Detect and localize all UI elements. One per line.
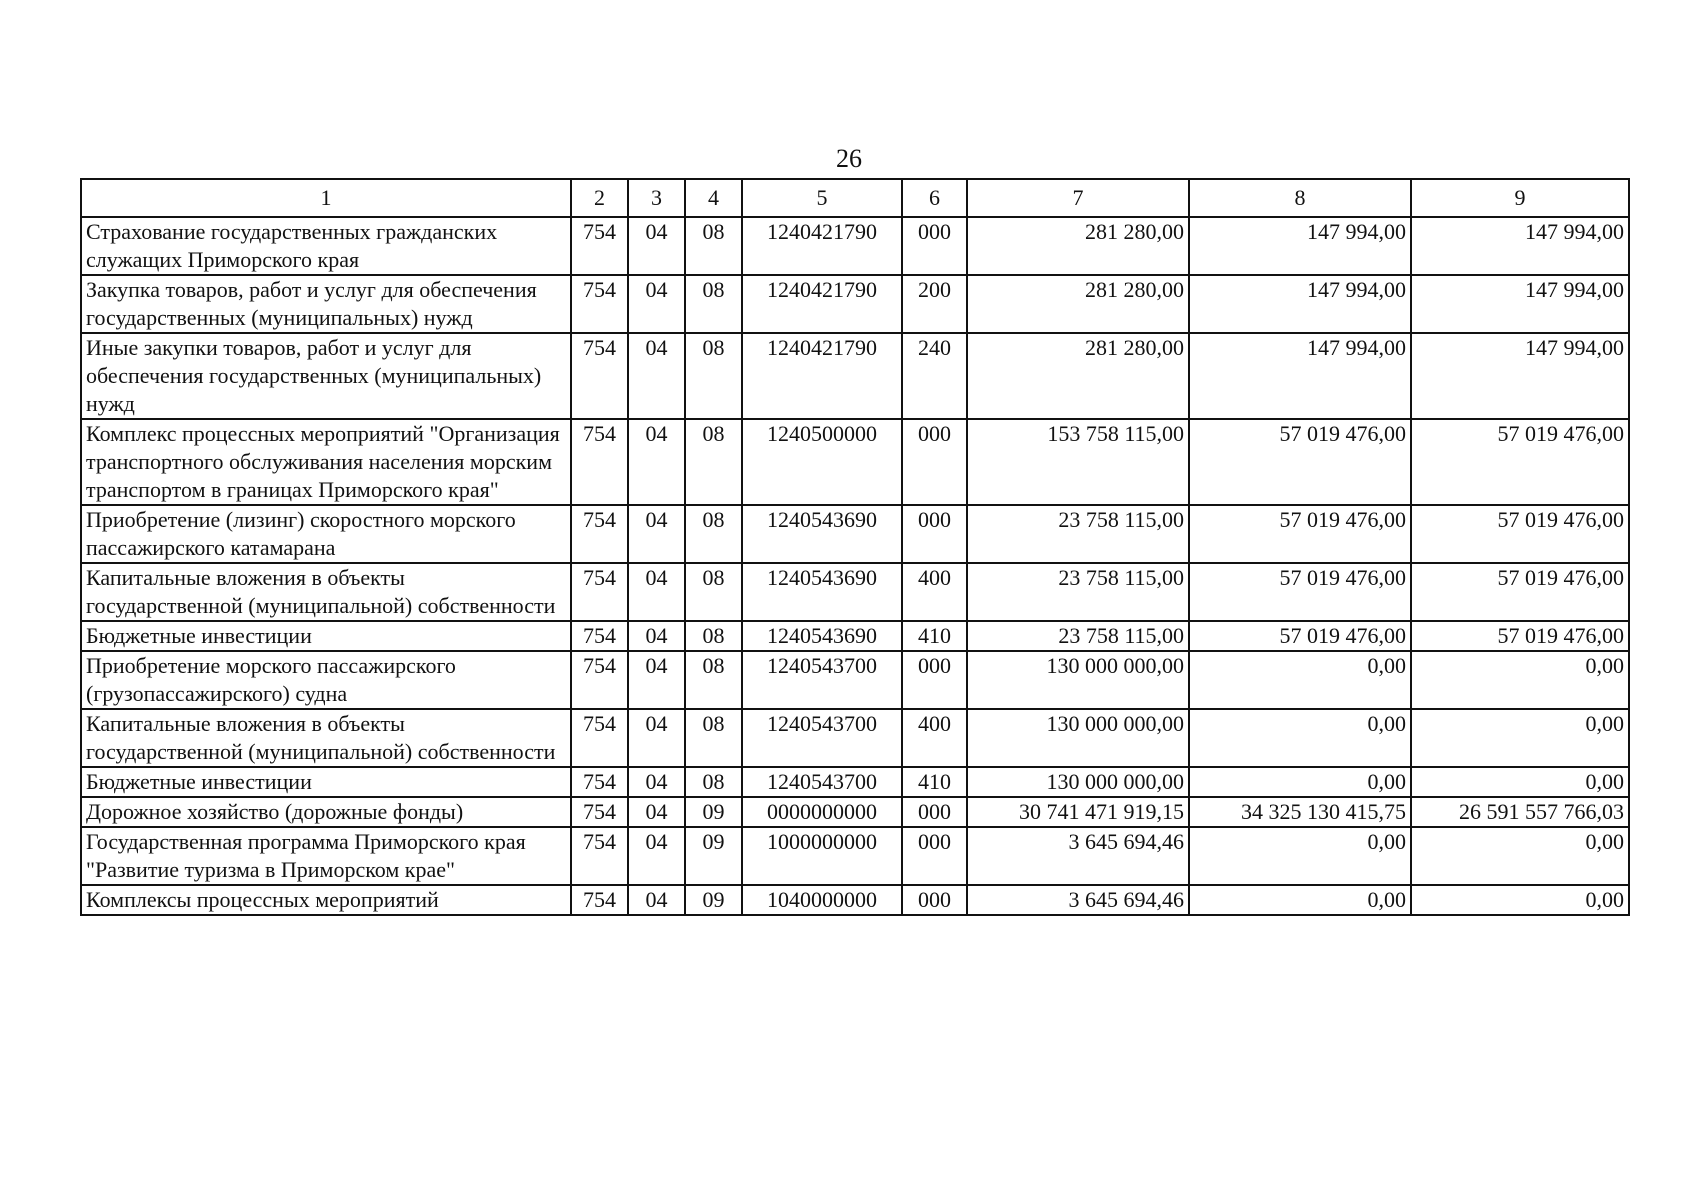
amount-cell: 34 325 130 415,75: [1189, 797, 1411, 827]
row-name-cell: Дорожное хозяйство (дорожные фонды): [81, 797, 571, 827]
code-cell: 754: [571, 333, 628, 419]
code-cell: 000: [902, 827, 967, 885]
code-cell: 754: [571, 217, 628, 275]
code-cell: 1240543690: [742, 621, 902, 651]
amount-cell: 57 019 476,00: [1411, 419, 1629, 505]
table-row: [81, 563, 1629, 621]
table-row: [81, 767, 1629, 797]
table-header-row: [81, 179, 1629, 217]
column-header: 5: [742, 179, 902, 217]
table-row: [81, 797, 1629, 827]
amount-cell: 0,00: [1189, 767, 1411, 797]
code-cell: 08: [685, 767, 742, 797]
budget-table: [80, 178, 1630, 916]
code-cell: 1240543700: [742, 651, 902, 709]
column-header: 1: [81, 179, 571, 217]
row-name-cell: Государственная программа Приморского края "Развитие туризма в Приморском крае": [81, 827, 571, 885]
code-cell: 08: [685, 275, 742, 333]
code-cell: 08: [685, 709, 742, 767]
code-cell: 04: [628, 767, 685, 797]
table-row: [81, 419, 1629, 505]
amount-cell: 281 280,00: [967, 275, 1189, 333]
amount-cell: 281 280,00: [967, 217, 1189, 275]
amount-cell: 57 019 476,00: [1189, 621, 1411, 651]
table-row: [81, 885, 1629, 915]
code-cell: 09: [685, 797, 742, 827]
code-cell: 08: [685, 563, 742, 621]
code-cell: 04: [628, 797, 685, 827]
amount-cell: 0,00: [1411, 827, 1629, 885]
amount-cell: 147 994,00: [1189, 333, 1411, 419]
code-cell: 1000000000: [742, 827, 902, 885]
code-cell: 754: [571, 797, 628, 827]
code-cell: 200: [902, 275, 967, 333]
row-name-cell: Комплекс процессных мероприятий "Организация транспортного обслуживания населения морским транспортом в границах Приморского края": [81, 419, 571, 505]
amount-cell: 0,00: [1189, 651, 1411, 709]
code-cell: 240: [902, 333, 967, 419]
code-cell: 410: [902, 767, 967, 797]
table-row: [81, 217, 1629, 275]
amount-cell: 57 019 476,00: [1411, 505, 1629, 563]
code-cell: 400: [902, 709, 967, 767]
code-cell: 1240543690: [742, 563, 902, 621]
amount-cell: 57 019 476,00: [1189, 419, 1411, 505]
code-cell: 0000000000: [742, 797, 902, 827]
amount-cell: 130 000 000,00: [967, 651, 1189, 709]
code-cell: 1040000000: [742, 885, 902, 915]
row-name-cell: Приобретение (лизинг) скоростного морского пассажирского катамарана: [81, 505, 571, 563]
row-name-cell: Бюджетные инвестиции: [81, 767, 571, 797]
table-row: [81, 709, 1629, 767]
amount-cell: 147 994,00: [1411, 333, 1629, 419]
amount-cell: 147 994,00: [1411, 217, 1629, 275]
amount-cell: 281 280,00: [967, 333, 1189, 419]
column-header: 7: [967, 179, 1189, 217]
table-body: [81, 217, 1629, 915]
amount-cell: 0,00: [1411, 709, 1629, 767]
column-header: 4: [685, 179, 742, 217]
code-cell: 04: [628, 217, 685, 275]
amount-cell: 0,00: [1411, 651, 1629, 709]
code-cell: 000: [902, 651, 967, 709]
column-header: 2: [571, 179, 628, 217]
row-name-cell: Капитальные вложения в объекты государственной (муниципальной) собственности: [81, 709, 571, 767]
code-cell: 04: [628, 275, 685, 333]
column-header: 9: [1411, 179, 1629, 217]
column-header: 3: [628, 179, 685, 217]
code-cell: 1240543690: [742, 505, 902, 563]
code-cell: 754: [571, 709, 628, 767]
table-row: [81, 651, 1629, 709]
code-cell: 04: [628, 333, 685, 419]
code-cell: 754: [571, 275, 628, 333]
row-name-cell: Закупка товаров, работ и услуг для обеспечения государственных (муниципальных) нужд: [81, 275, 571, 333]
code-cell: 000: [902, 217, 967, 275]
row-name-cell: Комплексы процессных мероприятий: [81, 885, 571, 915]
code-cell: 1240421790: [742, 333, 902, 419]
code-cell: 04: [628, 651, 685, 709]
table-row: [81, 621, 1629, 651]
code-cell: 000: [902, 797, 967, 827]
code-cell: 410: [902, 621, 967, 651]
amount-cell: 57 019 476,00: [1189, 505, 1411, 563]
amount-cell: 23 758 115,00: [967, 505, 1189, 563]
code-cell: 754: [571, 621, 628, 651]
amount-cell: 57 019 476,00: [1411, 563, 1629, 621]
code-cell: 1240543700: [742, 767, 902, 797]
code-cell: 1240421790: [742, 217, 902, 275]
code-cell: 08: [685, 505, 742, 563]
amount-cell: 0,00: [1411, 767, 1629, 797]
amount-cell: 0,00: [1189, 709, 1411, 767]
amount-cell: 30 741 471 919,15: [967, 797, 1189, 827]
code-cell: 754: [571, 651, 628, 709]
table-row: [81, 505, 1629, 563]
amount-cell: 147 994,00: [1189, 275, 1411, 333]
code-cell: 08: [685, 333, 742, 419]
table-row: [81, 827, 1629, 885]
code-cell: 754: [571, 827, 628, 885]
code-cell: 04: [628, 709, 685, 767]
column-header: 6: [902, 179, 967, 217]
row-name-cell: Бюджетные инвестиции: [81, 621, 571, 651]
code-cell: 754: [571, 563, 628, 621]
code-cell: 400: [902, 563, 967, 621]
amount-cell: 0,00: [1411, 885, 1629, 915]
amount-cell: 3 645 694,46: [967, 885, 1189, 915]
code-cell: 754: [571, 885, 628, 915]
code-cell: 08: [685, 621, 742, 651]
code-cell: 09: [685, 885, 742, 915]
amount-cell: 147 994,00: [1411, 275, 1629, 333]
amount-cell: 130 000 000,00: [967, 767, 1189, 797]
amount-cell: 147 994,00: [1189, 217, 1411, 275]
code-cell: 04: [628, 827, 685, 885]
code-cell: 754: [571, 505, 628, 563]
code-cell: 000: [902, 885, 967, 915]
code-cell: 000: [902, 419, 967, 505]
code-cell: 1240500000: [742, 419, 902, 505]
page-number: 26: [836, 144, 862, 173]
row-name-cell: Иные закупки товаров, работ и услуг для обеспечения государственных (муниципальных) нужд: [81, 333, 571, 419]
table-row: [81, 333, 1629, 419]
amount-cell: 23 758 115,00: [967, 621, 1189, 651]
code-cell: 08: [685, 419, 742, 505]
table-row: [81, 275, 1629, 333]
amount-cell: 3 645 694,46: [967, 827, 1189, 885]
code-cell: 09: [685, 827, 742, 885]
column-header: 8: [1189, 179, 1411, 217]
amount-cell: 57 019 476,00: [1411, 621, 1629, 651]
row-name-cell: Приобретение морского пассажирского (грузопассажирского) судна: [81, 651, 571, 709]
code-cell: 754: [571, 419, 628, 505]
code-cell: 1240421790: [742, 275, 902, 333]
amount-cell: 26 591 557 766,03: [1411, 797, 1629, 827]
row-name-cell: Капитальные вложения в объекты государственной (муниципальной) собственности: [81, 563, 571, 621]
row-name-cell: Страхование государственных гражданских служащих Приморского края: [81, 217, 571, 275]
code-cell: 04: [628, 505, 685, 563]
amount-cell: 23 758 115,00: [967, 563, 1189, 621]
code-cell: 04: [628, 563, 685, 621]
amount-cell: 153 758 115,00: [967, 419, 1189, 505]
amount-cell: 130 000 000,00: [967, 709, 1189, 767]
code-cell: 04: [628, 885, 685, 915]
code-cell: 08: [685, 217, 742, 275]
amount-cell: 0,00: [1189, 827, 1411, 885]
code-cell: 04: [628, 621, 685, 651]
code-cell: 754: [571, 767, 628, 797]
code-cell: 08: [685, 651, 742, 709]
amount-cell: 0,00: [1189, 885, 1411, 915]
code-cell: 04: [628, 419, 685, 505]
amount-cell: 57 019 476,00: [1189, 563, 1411, 621]
code-cell: 1240543700: [742, 709, 902, 767]
code-cell: 000: [902, 505, 967, 563]
